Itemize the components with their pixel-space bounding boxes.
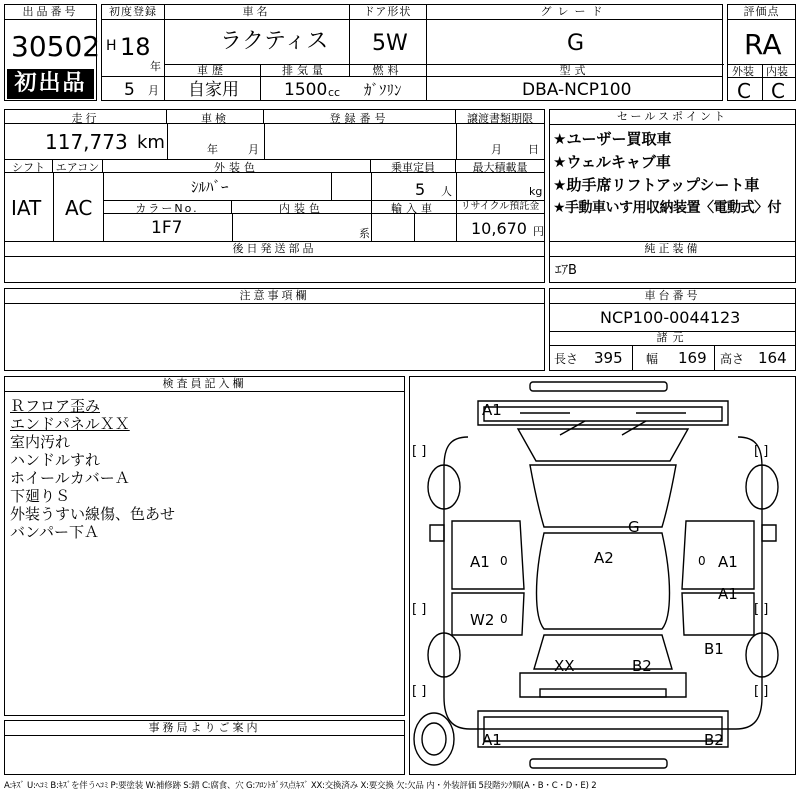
recycle-label: リサイクル預託金 (456, 200, 544, 214)
displacement-label: 排気量 (260, 64, 349, 77)
remark-line: 室内汚れ (10, 433, 71, 451)
first-reg-year: 18 (120, 33, 151, 61)
shift-value: IAT (11, 196, 42, 220)
remark-line: 外装うすい線傷、色あせ (10, 505, 176, 523)
score-box (727, 4, 796, 101)
sales-points-box (549, 109, 796, 242)
max-load-unit: kg (529, 185, 543, 198)
mark-right-rear-wheel: B1 (704, 640, 724, 658)
inspection-month-unit: 月 (248, 143, 259, 156)
first-reg-year-unit: 年 (150, 60, 161, 73)
later-parts-box (4, 241, 545, 283)
later-parts-label: 後日発送部品 (5, 242, 544, 257)
capacity-unit: 人 (441, 185, 452, 198)
remark-line: ホイールカバーＡ (10, 469, 130, 487)
mark-cargo-right: B2 (632, 657, 652, 675)
office-box (4, 720, 405, 775)
door-type-label: ドア形状 (349, 5, 426, 20)
score-value: RA (744, 28, 782, 61)
sales-points-label: セールスポイント (550, 110, 795, 125)
displacement-unit: cc (328, 86, 341, 99)
mark-left-front-door-zero: 0 (500, 554, 508, 568)
model-label: 型式 (426, 64, 723, 77)
mark-front-left: A1 (482, 401, 502, 419)
legend-text: A:ｷｽﾞ U:ﾍｺﾐ B:ｷｽﾞを伴うﾍｺﾐ P:要塗装 W:補修跡 S:錆 C:腐食、穴 G:ﾌﾛﾝﾄｶﾞﾗｽ点ｷｽﾞ XX:交換済み X:要交換 欠:欠品 内・外装評価 5段階ﾗﾝｸ順(A・B・C・D・E) 2 (4, 781, 597, 791)
grade-label: グレード (426, 5, 723, 20)
mark-left-front-door: A1 (470, 553, 490, 571)
bracket-mark: [ ] (412, 602, 427, 617)
width-label: 幅 (646, 352, 659, 366)
model-value: DBA-NCP100 (522, 80, 632, 100)
history-value: 自家用 (188, 80, 239, 100)
transfer-day-unit: 日 (528, 143, 539, 156)
mileage-label: 走行 (5, 110, 167, 124)
registration-label: 登録番号 (264, 110, 456, 124)
mark-right-rear-door: A1 (718, 585, 738, 603)
bracket-mark: [ ] (412, 444, 427, 459)
chassis-box (549, 288, 796, 371)
car-name-label: 車名 (164, 5, 349, 20)
door-type-value: 5W (372, 31, 408, 56)
transfer-month-unit: 月 (491, 143, 502, 156)
length-label: 長さ (554, 352, 579, 366)
mark-right-front-door: A1 (718, 553, 738, 571)
mark-left-rear-door-zero: 0 (500, 612, 508, 626)
aircon-label: エアコン (53, 159, 103, 173)
interior-color-label: 内装色 (232, 200, 371, 214)
car-diagram (410, 377, 795, 774)
notes-label: 注意事項欄 (5, 289, 544, 304)
remark-line: ハンドルすれ (10, 451, 101, 469)
remark-line: エンドパネルＸＸ (10, 415, 130, 433)
history-label: 車歴 (164, 64, 260, 77)
sales-point-item: ★ユーザー買取車 (553, 130, 672, 148)
first-reg-label: 初度登録 (102, 5, 164, 20)
capacity-label: 乗車定員 (371, 159, 456, 173)
width-value: 169 (678, 349, 707, 367)
mark-rear-left: A1 (482, 731, 502, 749)
interior-score-label: 内装 (766, 65, 788, 78)
score-label: 評価点 (728, 5, 795, 20)
aircon-value: AC (65, 196, 93, 220)
max-load-label: 最大積載量 (456, 159, 544, 173)
bracket-mark: [ ] (754, 684, 769, 699)
import-label: 輸入車 (371, 200, 456, 214)
grade-value: G (567, 31, 585, 56)
inspector-box (4, 376, 405, 716)
lot-box (4, 4, 101, 101)
mark-right-front-door-zero: 0 (698, 554, 706, 568)
first-reg-month: 5 (124, 80, 135, 100)
height-value: 164 (758, 349, 787, 367)
office-label: 事務局よりご案内 (5, 721, 404, 736)
remark-line: バンパー下Ａ (10, 523, 99, 541)
sales-point-item: ★助手席リフトアップシート車 (553, 176, 760, 194)
genuine-equipment-box (549, 241, 796, 283)
recycle-unit: 円 (533, 225, 544, 238)
lot-label: 出品番号 (5, 5, 96, 20)
details-box (4, 109, 545, 242)
bracket-mark: [ ] (754, 602, 769, 617)
length-value: 395 (594, 349, 623, 367)
genuine-equipment-label: 純正装備 (550, 242, 795, 257)
first-listing-text: 初出品 (14, 71, 87, 96)
car-diagram-box (409, 376, 796, 775)
exterior-score-label: 外装 (732, 65, 754, 78)
first-reg-era: H (106, 38, 117, 54)
notes-box (4, 288, 545, 371)
mileage-unit: km (137, 132, 165, 153)
recycle-value: 10,670 (471, 219, 527, 238)
first-reg-month-unit: 月 (148, 84, 159, 97)
first-listing-badge (7, 69, 94, 99)
capacity-value: 5 (415, 180, 426, 199)
transfer-docs-label: 譲渡書類期限 (456, 110, 544, 124)
sales-point-item: ★手動車いす用収納装置〈電動式〉付 (553, 200, 782, 216)
mark-left-rear-door: W2 (470, 611, 495, 629)
sales-point-item: ★ウェルキャブ車 (553, 153, 671, 171)
mark-center: A2 (594, 549, 614, 567)
remark-line: 下廻りＳ (10, 487, 71, 505)
bracket-mark: [ ] (754, 444, 769, 459)
chassis-value: NCP100-0044123 (600, 308, 741, 327)
exterior-score: C (737, 79, 751, 103)
car-name-value: ラクティス (220, 29, 329, 54)
top-info-box (101, 4, 723, 101)
displacement-value: 1500 (284, 80, 328, 100)
mileage-value: 117,773 (45, 130, 128, 154)
interior-score: C (771, 79, 785, 103)
fuel-label: 燃料 (349, 64, 426, 77)
chassis-label: 車台番号 (550, 289, 795, 304)
bracket-mark: [ ] (412, 684, 427, 699)
inspection-year-unit: 年 (207, 143, 218, 156)
exterior-color-value: ｼﾙﾊﾞｰ (191, 178, 229, 196)
inspector-label: 検査員記入欄 (5, 377, 404, 392)
genuine-equipment-value: ｴｱB (555, 263, 577, 278)
exterior-color-label: 外装色 (103, 159, 371, 173)
mark-cargo-left: XX (554, 657, 575, 675)
mark-rear-right: B2 (704, 731, 724, 749)
specs-label: 諸元 (550, 331, 795, 346)
interior-color-unit: 系 (359, 227, 370, 240)
height-label: 高さ (720, 352, 745, 366)
shift-label: シフト (5, 159, 53, 173)
color-no-value: 1F7 (151, 218, 183, 238)
remark-line: Ｒフロア歪み (10, 397, 101, 415)
color-no-label: カラーNo. (103, 200, 232, 214)
lot-number: 30502 (11, 30, 101, 63)
mark-glass: G (628, 518, 640, 536)
inspection-label: 車検 (167, 110, 264, 124)
fuel-value: ｶﾞｿﾘﾝ (364, 81, 402, 99)
